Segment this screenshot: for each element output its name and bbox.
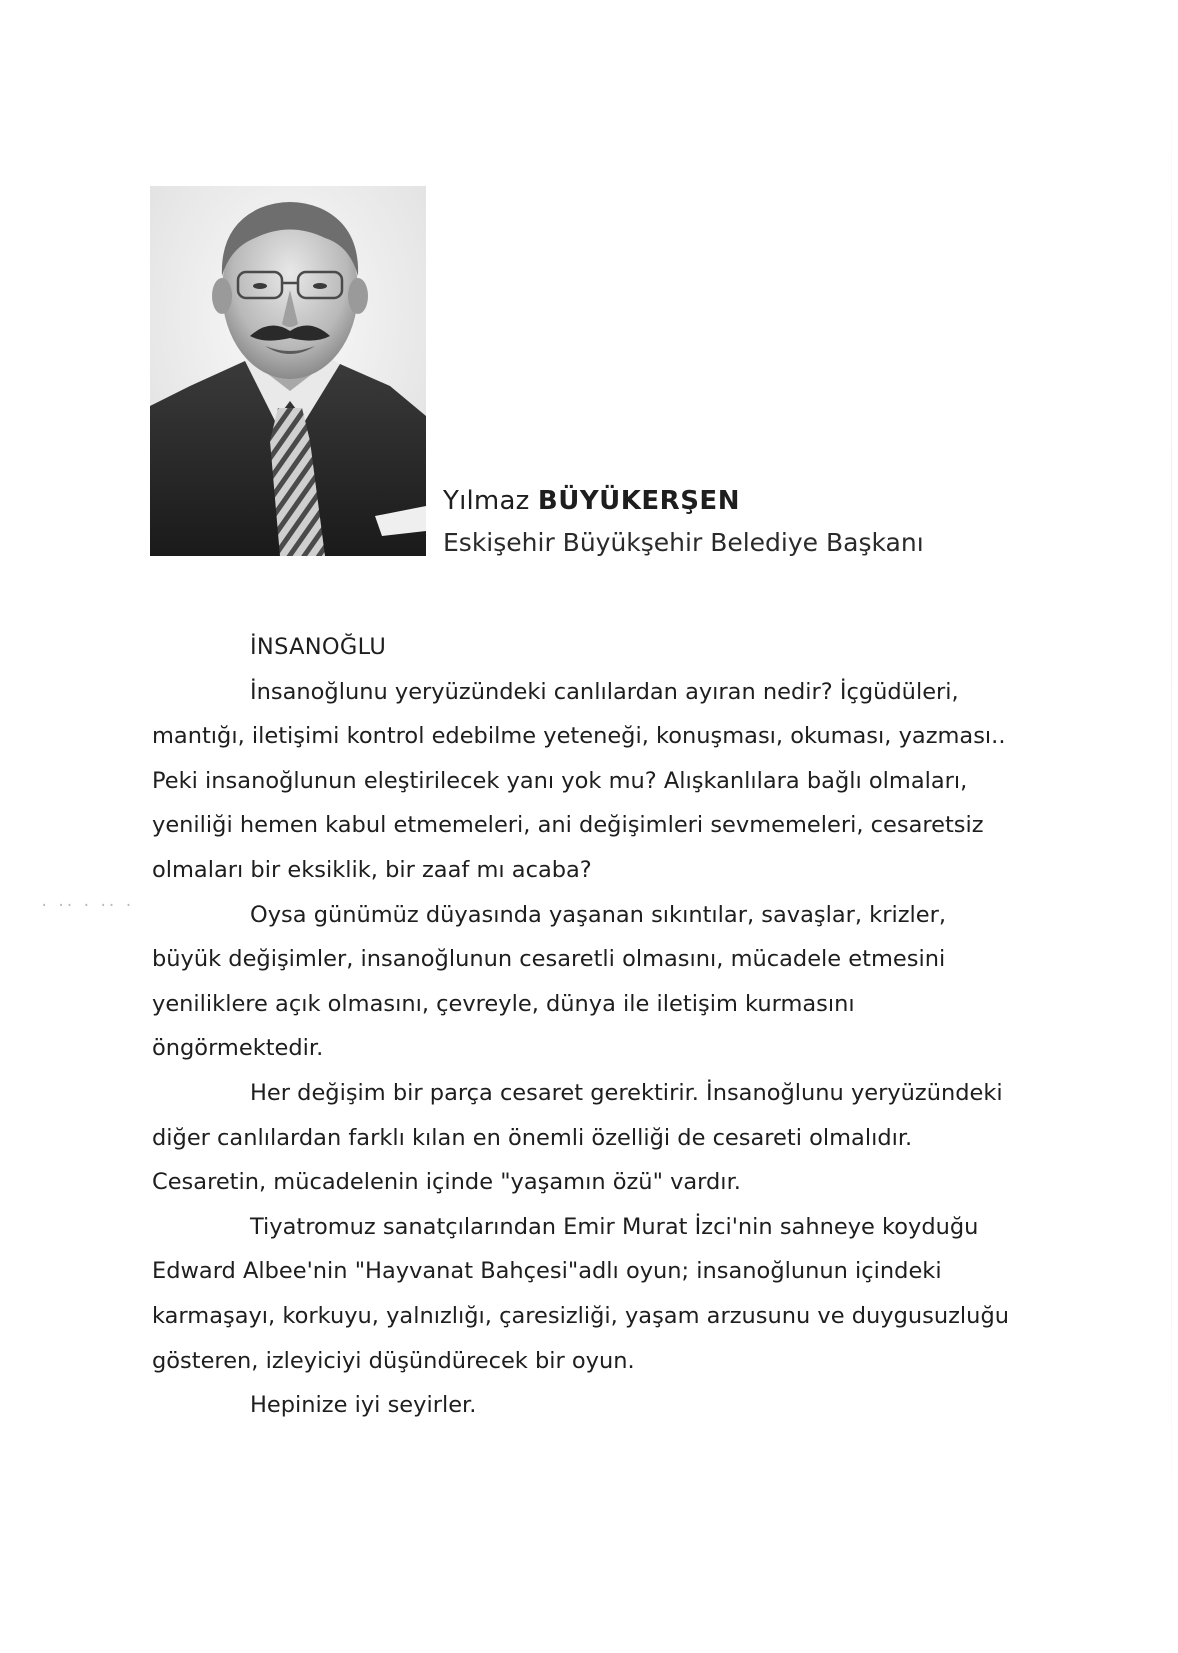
paragraph: Her değişim bir parça cesaret gerektirir. İnsanoğlunu yeryüzündeki diğer canlılardan farklı kılan en önemli özelliği de cesareti olmalıdır. Cesaretin, mücadelenin içinde "yaşamın özü" vardır.: [152, 1079, 1003, 1196]
scan-edge-shadow: [1171, 0, 1172, 1653]
author-last-name: BÜYÜKERŞEN: [537, 486, 740, 516]
letter-body: [152, 625, 1022, 1428]
author-byline: [443, 484, 924, 560]
paragraph: Oysa günümüz düyasında yaşanan sıkıntılar, savaşlar, krizler, büyük değişimler, insanoğlunun cesaretli olmasını, mücadele etmesini yeniliklere açık olmasını, çevreyle, dünya ile iletişim kurmasını öngörmektedir.: [152, 901, 947, 1062]
author-first-name: Yılmaz: [443, 486, 530, 516]
scan-artifact: · ·· · ·· ·: [40, 898, 133, 914]
closing-line: Hepinize iyi seyirler.: [250, 1392, 477, 1419]
author-name: [443, 484, 924, 518]
paragraph: Tiyatromuz sanatçılarından Emir Murat İzci'nin sahneye koyduğu Edward Albee'nin "Hayvanat Bahçesi"adlı oyun; insanoğlunun içindeki karmaşayı, korkuyu, yalnızlığı, çaresizliği, yaşam arzusunu ve duygusuzluğu gösteren, izleyiciyi düşündürecek bir oyun.: [152, 1213, 1009, 1374]
paragraph: İnsanoğlunu yeryüzündeki canlılardan ayıran nedir? İçgüdüleri, mantığı, iletişimi kontrol edebilme yeteneği, konuşması, okuması, yazması.. Peki insanoğlunun eleştirilecek yanı yok mu? Alışkanlılara bağlı olmaları, yeniliği hemen kabul etmemeleri, ani değişimleri sevmemeleri, cesaretsiz olmaları bir eksiklik, bir zaaf mı acaba?: [152, 678, 1006, 883]
portrait-photo: [150, 186, 426, 556]
author-role: Eskişehir Büyükşehir Belediye Başkanı: [443, 528, 924, 557]
letter-heading: İNSANOĞLU: [250, 634, 387, 660]
